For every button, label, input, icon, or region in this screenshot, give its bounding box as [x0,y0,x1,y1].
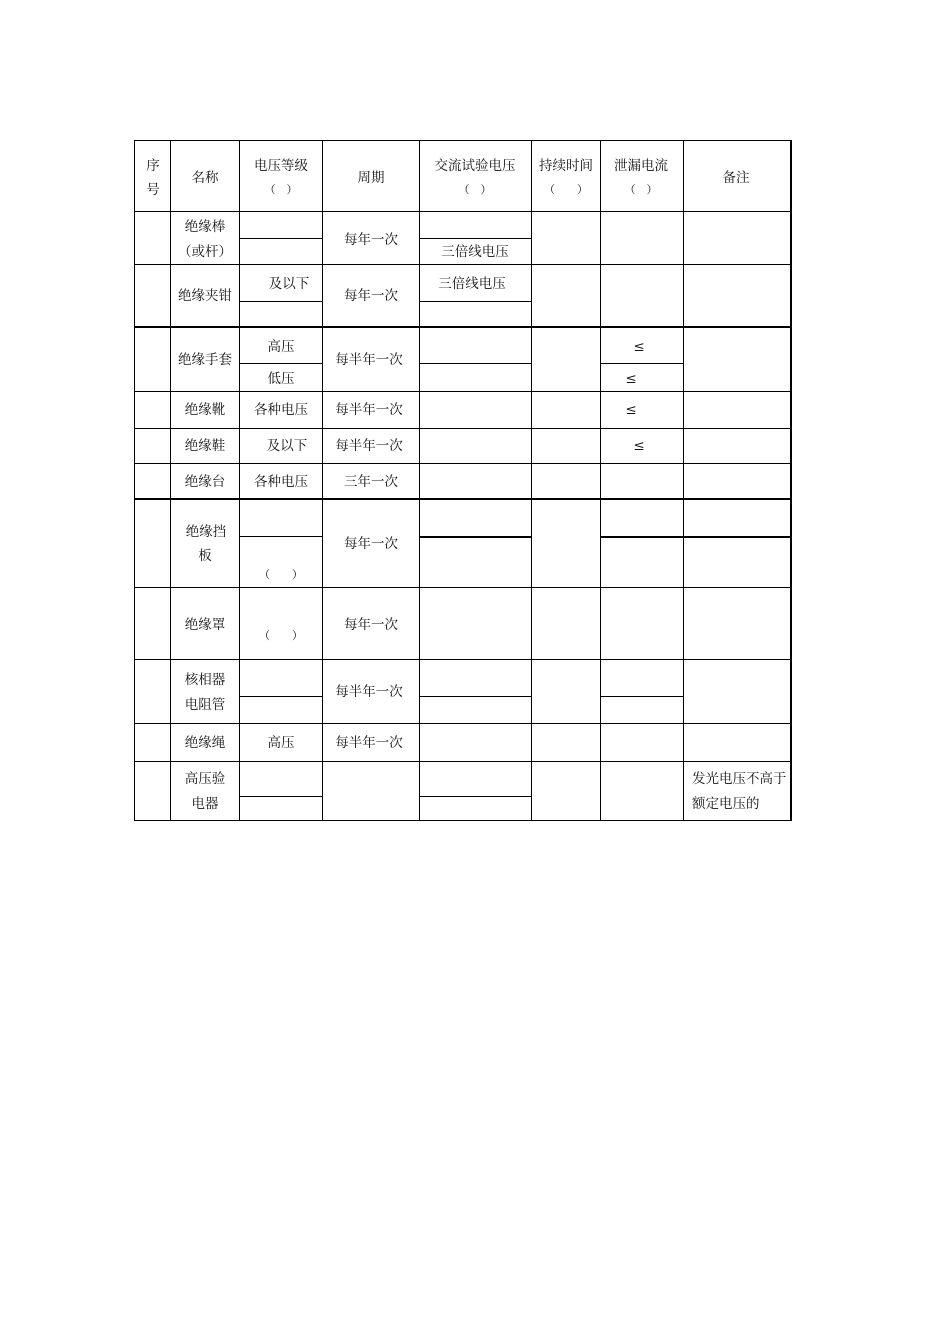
row-line [134,463,792,464]
r9-name: 电阻管 [184,697,226,713]
r4-leak: ≤ [625,402,637,418]
header-ac-unit: （ ） [458,183,492,196]
subrow-line [239,796,322,797]
r11-note: 额定电压的 [692,796,760,812]
r6-voltage: 各种电压 [254,474,308,490]
r7-period: 每年一次 [344,536,398,552]
row-line [134,326,792,328]
subrow-line [600,536,790,538]
r5-name: 绝缘鞋 [184,438,226,454]
r2-ac: 三倍线电压 [438,276,506,292]
table-border-right [790,140,792,821]
r3-voltage: 低压 [267,371,295,387]
row-line [134,211,792,212]
r11-note: 发光电压不高于 [692,771,787,787]
r3-period: 每半年一次 [335,352,403,368]
r3-leak: ≤ [633,339,645,355]
row-line [134,498,792,500]
row-line [134,391,792,392]
r3-leak: ≤ [625,371,637,387]
r8-name: 绝缘罩 [184,617,226,633]
header-duration: 持续时间 [539,158,593,174]
r2-period: 每年一次 [344,288,398,304]
r1-period: 每年一次 [344,232,398,248]
row-line [134,264,792,265]
subrow-line [419,536,531,538]
r5-period: 每半年一次 [335,438,403,454]
row-line [134,428,792,429]
col-line [239,140,240,821]
insulation-test-table [134,140,792,821]
subrow-line [419,363,531,364]
subrow-line [239,363,322,364]
subrow-line [600,363,683,364]
subrow-line [239,301,322,302]
subrow-line [419,796,531,797]
header-note: 备注 [722,170,750,186]
table-border-top [134,140,792,141]
row-line [134,761,792,762]
header-period: 周期 [357,170,385,186]
r10-voltage: 高压 [267,735,295,751]
subrow-line [239,238,322,239]
r2-voltage: 及以下 [268,276,310,292]
r1-name: 绝缘棒 [184,219,226,235]
r11-name: 高压验 [184,771,226,787]
header-duration-unit: （ ） [544,183,588,196]
row-line [134,587,792,588]
col-line [600,140,601,821]
header-voltage: 电压等级 [254,158,308,174]
col-line [683,140,684,821]
r7-name: 绝缘挡 [185,524,227,540]
col-line [322,140,323,821]
r10-name: 绝缘绳 [184,735,226,751]
header-seq: 号 [146,182,160,198]
r4-period: 每半年一次 [335,402,403,418]
header-seq: 序 [146,158,160,174]
r8-voltage-unit: （ ） [259,629,303,642]
r5-voltage: 及以下 [266,438,308,454]
subrow-line [239,536,322,537]
row-line [134,659,792,660]
header-leak-unit: （ ） [624,183,658,196]
r2-name: 绝缘夹钳 [178,288,232,304]
table-border-left [134,140,135,821]
header-name: 名称 [191,170,219,186]
r4-name: 绝缘靴 [184,402,226,418]
r10-period: 每半年一次 [335,735,403,751]
r8-period: 每年一次 [344,617,398,633]
col-line [531,140,532,821]
col-line [419,140,420,821]
subrow-line [419,301,531,302]
r6-period: 三年一次 [344,474,398,490]
r11-name: 电器 [191,796,219,812]
subrow-line [239,696,322,697]
r4-voltage: 各种电压 [254,402,308,418]
r1-name: （或杆） [178,244,232,260]
col-line [170,140,171,821]
r6-name: 绝缘台 [184,474,226,490]
r3-voltage: 高压 [267,339,295,355]
row-line [134,723,792,724]
subrow-line [419,696,531,697]
r3-name: 绝缘手套 [178,352,232,368]
r9-name: 核相器 [184,672,226,688]
r7-voltage-unit: （ ） [259,568,303,581]
subrow-line [419,238,531,239]
r1-ac: 三倍线电压 [441,244,509,260]
subrow-line [600,696,683,697]
header-ac-voltage: 交流试验电压 [434,158,516,174]
r5-leak: ≤ [633,438,645,454]
r7-name: 板 [198,548,212,564]
table-border-bottom [134,820,792,821]
header-leak: 泄漏电流 [614,158,668,174]
header-voltage-unit: （ ） [264,183,298,196]
r9-period: 每半年一次 [335,684,403,700]
